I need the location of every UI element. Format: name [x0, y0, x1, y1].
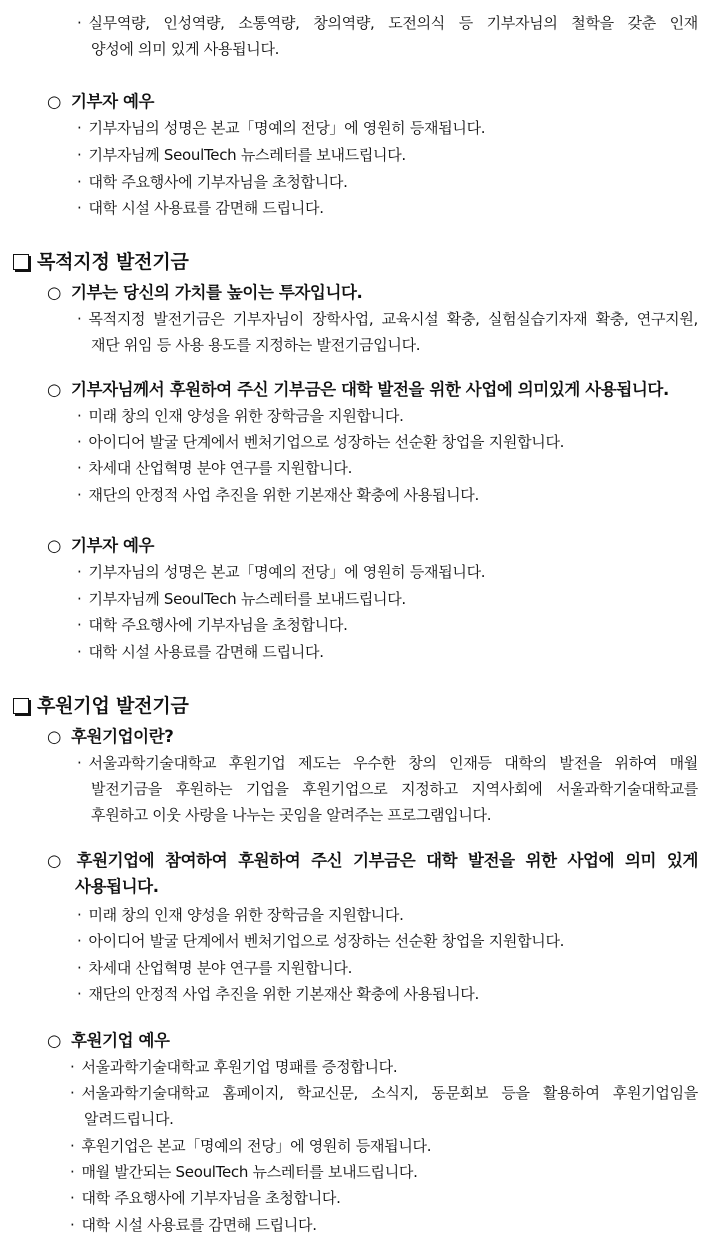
- bullet-item: [70, 1191, 341, 1206]
- line-text: 서울과학기술대학교 후원기업 명패를 증정합니다.: [81, 1058, 398, 1076]
- line-text: 서울과학기술대학교 홈페이지, 학교신문, 소식지, 동문회보 등을 활용하여 후원기업임을: [81, 1084, 698, 1102]
- bullet-item: [77, 175, 348, 190]
- line-text: 대학 주요행사에 기부자님을 초청합니다.: [88, 616, 348, 634]
- dot-bullet-icon: ·: [77, 906, 82, 924]
- bullet-item: [77, 409, 404, 424]
- dot-bullet-icon: ·: [77, 173, 82, 191]
- dot-bullet-icon: ·: [77, 433, 82, 451]
- line-text: 아이디어 발굴 단계에서 벤처기업으로 성장하는 선순환 창업을 지원합니다.: [88, 433, 565, 451]
- dot-bullet-icon: ·: [70, 1137, 75, 1155]
- bullet-item: [70, 1060, 397, 1075]
- line-text: 기부자님께서 후원하여 주신 기부금은 대학 발전을 위한 사업에 의미있게 사용됩니다.: [71, 380, 669, 399]
- dot-bullet-icon: ·: [70, 1163, 75, 1181]
- section-heading: [13, 697, 189, 716]
- subsection-heading: [47, 729, 173, 746]
- dot-bullet-icon: ·: [77, 643, 82, 661]
- circle-bullet-icon: ○: [47, 727, 61, 746]
- bullet-item: [77, 461, 352, 476]
- line-text: 재단의 안정적 사업 추진을 위한 기본재산 확충에 사용됩니다.: [88, 985, 479, 1003]
- subsection-heading-cont: [75, 879, 159, 896]
- bullet-item: [77, 16, 698, 31]
- circle-bullet-icon: ○: [47, 380, 61, 399]
- dot-bullet-icon: ·: [70, 1189, 75, 1207]
- line-text: 발전기금을 후원하는 기업을 후원기업으로 지정하고 지역사회에 서울과학기술대학교를: [91, 780, 698, 798]
- dot-bullet-icon: ·: [70, 1216, 75, 1234]
- dot-bullet-icon: ·: [77, 407, 82, 425]
- dot-bullet-icon: ·: [70, 1084, 75, 1102]
- bullet-item: [77, 756, 698, 771]
- dot-bullet-icon: ·: [77, 590, 82, 608]
- line-text: 사용됩니다.: [75, 877, 159, 896]
- subsection-heading: [47, 853, 698, 870]
- line-text: 기부자님의 성명은 본교「명예의 전당」에 영원히 등재됩니다.: [88, 563, 486, 581]
- bullet-item: [70, 1218, 317, 1233]
- bullet-item-cont: [91, 808, 491, 823]
- line-text: 미래 창의 인재 양성을 위한 장학금을 지원합니다.: [88, 906, 404, 924]
- dot-bullet-icon: ·: [77, 119, 82, 137]
- line-text: 대학 주요행사에 기부자님을 초청합니다.: [81, 1189, 341, 1207]
- line-text: 서울과학기술대학교 후원기업 제도는 우수한 창의 인재등 대학의 발전을 위하여 매월: [88, 754, 698, 772]
- bullet-item: [70, 1139, 431, 1154]
- dot-bullet-icon: ·: [77, 486, 82, 504]
- checkbox-square-icon: [13, 698, 29, 714]
- checkbox-square-icon: [13, 254, 29, 270]
- line-text: 기부자 예우: [71, 536, 155, 555]
- bullet-item-cont: [91, 782, 698, 797]
- bullet-item: [77, 592, 406, 607]
- dot-bullet-icon: ·: [70, 1058, 75, 1076]
- circle-bullet-icon: ○: [47, 851, 67, 870]
- bullet-item: [77, 961, 352, 976]
- line-text: 대학 시설 사용료를 감면해 드립니다.: [88, 199, 324, 217]
- line-text: 대학 시설 사용료를 감면해 드립니다.: [81, 1216, 317, 1234]
- bullet-item: [77, 435, 564, 450]
- bullet-item: [77, 908, 404, 923]
- subsection-heading: [47, 1033, 170, 1050]
- dot-bullet-icon: ·: [77, 459, 82, 477]
- circle-bullet-icon: ○: [47, 536, 61, 555]
- bullet-item: [77, 618, 348, 633]
- dot-bullet-icon: ·: [77, 310, 82, 328]
- line-text: 기부자님께 SeoulTech 뉴스레터를 보내드립니다.: [88, 146, 406, 164]
- line-text: 매월 발간되는 SeoulTech 뉴스레터를 보내드립니다.: [81, 1163, 418, 1181]
- line-text: 실무역량, 인성역량, 소통역량, 창의역량, 도전의식 등 기부자님의 철학을 갖춘 인재: [88, 14, 698, 32]
- line-text: 재단의 안정적 사업 추진을 위한 기본재산 확충에 사용됩니다.: [88, 486, 479, 504]
- bullet-item: [77, 148, 406, 163]
- line-text: 후원기업은 본교「명예의 전당」에 영원히 등재됩니다.: [81, 1137, 432, 1155]
- bullet-item-cont: [84, 1112, 174, 1127]
- bullet-item: [77, 565, 485, 580]
- dot-bullet-icon: ·: [77, 616, 82, 634]
- line-text: 목적지정 발전기금은 기부자님이 장학사업, 교육시설 확충, 실험실습기자재 확충, 연구지원,: [88, 310, 698, 328]
- bullet-item: [77, 934, 564, 949]
- line-text: 알려드립니다.: [84, 1110, 174, 1128]
- line-text: 기부자님께 SeoulTech 뉴스레터를 보내드립니다.: [88, 590, 406, 608]
- bullet-item: [77, 201, 324, 216]
- dot-bullet-icon: ·: [77, 563, 82, 581]
- bullet-item: [77, 488, 479, 503]
- dot-bullet-icon: ·: [77, 932, 82, 950]
- bullet-item-cont: [91, 42, 279, 57]
- dot-bullet-icon: ·: [77, 14, 82, 32]
- line-text: 대학 시설 사용료를 감면해 드립니다.: [88, 643, 324, 661]
- circle-bullet-icon: ○: [47, 283, 61, 302]
- line-text: 아이디어 발굴 단계에서 벤처기업으로 성장하는 선순환 창업을 지원합니다.: [88, 932, 565, 950]
- subsection-heading: [47, 382, 669, 399]
- line-text: 기부는 당신의 가치를 높이는 투자입니다.: [71, 283, 363, 302]
- line-text: 양성에 의미 있게 사용됩니다.: [91, 40, 280, 58]
- line-text: 재단 위임 등 사용 용도를 지정하는 발전기금입니다.: [91, 336, 421, 354]
- line-text: 후원기업 발전기금: [37, 695, 189, 717]
- line-text: 미래 창의 인재 양성을 위한 장학금을 지원합니다.: [88, 407, 404, 425]
- bullet-item: [70, 1086, 698, 1101]
- subsection-heading: [47, 285, 362, 302]
- line-text: 차세대 산업혁명 분야 연구를 지원합니다.: [88, 959, 353, 977]
- subsection-heading: [47, 538, 154, 555]
- bullet-item: [77, 645, 324, 660]
- bullet-item: [70, 1165, 418, 1180]
- circle-bullet-icon: ○: [47, 92, 61, 111]
- line-text: 기부자 예우: [71, 92, 155, 111]
- line-text: 후원하고 이웃 사랑을 나누는 곳임을 알려주는 프로그램입니다.: [91, 806, 492, 824]
- bullet-item: [77, 121, 485, 136]
- dot-bullet-icon: ·: [77, 199, 82, 217]
- dot-bullet-icon: ·: [77, 754, 82, 772]
- line-text: 후원기업 예우: [71, 1031, 170, 1050]
- dot-bullet-icon: ·: [77, 959, 82, 977]
- subsection-heading: [47, 94, 154, 111]
- bullet-item-cont: [91, 338, 420, 353]
- bullet-item: [77, 312, 698, 327]
- dot-bullet-icon: ·: [77, 146, 82, 164]
- section-heading: [13, 253, 189, 272]
- bullet-item: [77, 987, 479, 1002]
- line-text: 후원기업에 참여하여 후원하여 주신 기부금은 대학 발전을 위한 사업에 의미 있게: [76, 851, 699, 870]
- line-text: 목적지정 발전기금: [37, 251, 189, 273]
- line-text: 기부자님의 성명은 본교「명예의 전당」에 영원히 등재됩니다.: [88, 119, 486, 137]
- dot-bullet-icon: ·: [77, 985, 82, 1003]
- line-text: 대학 주요행사에 기부자님을 초청합니다.: [88, 173, 348, 191]
- line-text: 후원기업이란?: [71, 727, 174, 746]
- circle-bullet-icon: ○: [47, 1031, 61, 1050]
- line-text: 차세대 산업혁명 분야 연구를 지원합니다.: [88, 459, 353, 477]
